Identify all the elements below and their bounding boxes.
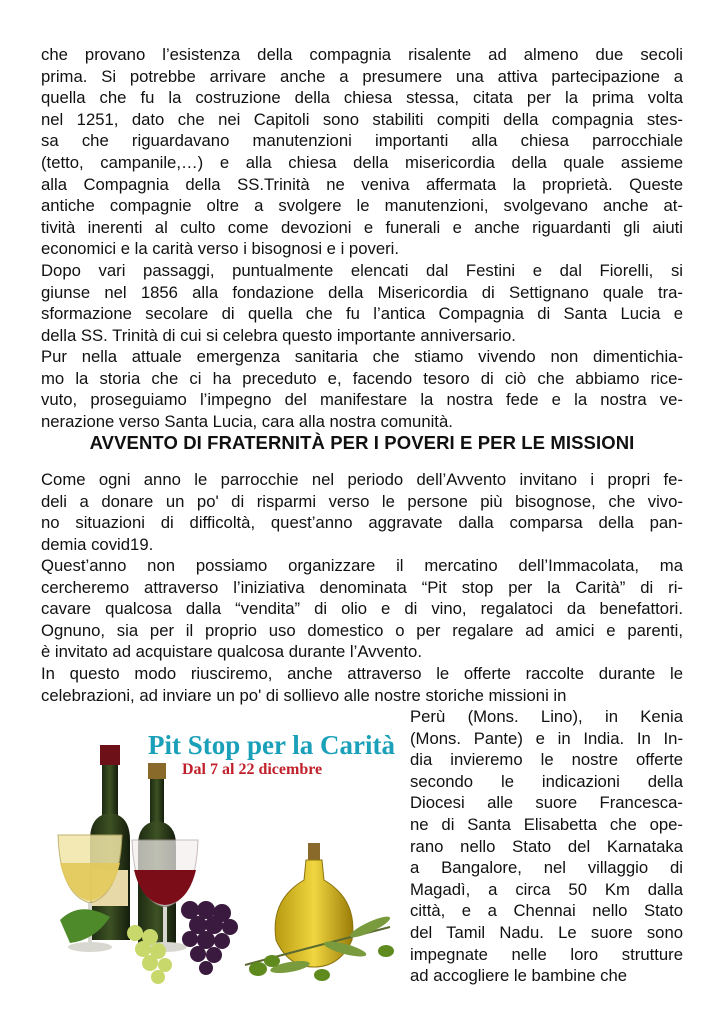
text-line: dia invieremo le nostre offerte [410, 750, 683, 770]
text-line: cavare qualcosa dalla “vendita” di olio e di vino, regalatoci da benefattori. [41, 599, 683, 619]
text-line: impegnate nelle loro strutture [410, 944, 683, 964]
advent-paragraph-2 [41, 555, 683, 663]
text-line: Quest’anno non possiamo organizzare il mercatino dell’Immacolata, ma [41, 556, 683, 575]
text-line: rano nello Stato del Karnataka [410, 836, 683, 856]
text-line: secondo le indicazioni della [410, 771, 683, 791]
text-line: In questo modo riusciremo, anche attraverso le offerte raccolte durante le [41, 664, 683, 683]
poster-title: Pit Stop per la Carità [148, 730, 395, 760]
text-line: nel 1251, dato che nei Capitoli sono stabiliti compiti della compagnia stes- [41, 109, 683, 129]
text-line: che provano l’esistenza della compagnia risalente ad almeno due secoli [41, 45, 683, 64]
poster-dates: Dal 7 al 22 dicembre [182, 761, 323, 778]
text-line: giunse nel 1856 alla fondazione della Misericordia di Settignano quale tra- [41, 282, 683, 302]
text-line: economici e la carità verso i bisognosi e i poveri. [41, 239, 400, 259]
text-line: (tetto, campanile,…) e alla chiesa della misericordia della quale assieme [41, 152, 683, 172]
text-line: del Tamil Nadu. Le suore sono [410, 922, 683, 942]
text-line: nerazione verso Santa Lucia, cara alla nostra comunità. [41, 411, 453, 431]
text-line: (Mons. Pante) e in India. In In- [410, 728, 683, 748]
text-line: Diocesi alle suore Francesca- [410, 793, 683, 813]
text-line: Perù (Mons. Lino), in Kenia [410, 707, 683, 726]
text-line: è invitato ad acquistare qualcosa durante l’Avvento. [41, 642, 422, 662]
text-line: sa che riguardavano manutenzioni importanti alla chiesa parrocchiale [41, 131, 683, 151]
text-line: Ognuno, sia per il proprio uso domestico o per regalare ad amici e parenti, [41, 620, 683, 640]
text-line: antiche compagnie oltre a svolgere le manutenzioni, svolgevano anche at- [41, 196, 683, 216]
text-line: demia covid19. [41, 534, 154, 554]
text-line: celebrazioni, ad inviare un po' di sollievo alle nostre storiche missioni in [41, 685, 567, 705]
text-line: Magadì, a circa 50 Km dalla [410, 879, 683, 899]
text-line: mo la storia che ci ha preceduto e, facendo tesoro di ciò che abbiamo rice- [41, 368, 683, 388]
text-line: cercheremo attraverso l’iniziativa denominata “Pit stop per la Carità” di ri- [41, 577, 683, 597]
text-line: ad accogliere le bambine che [410, 966, 628, 986]
text-line: città, e a Chennai nello Stato [410, 901, 683, 921]
text-line: della SS. Trinità di cui si celebra questo importante anniversario. [41, 325, 516, 345]
advent-paragraph-1 [41, 469, 683, 555]
text-line: Dopo vari passaggi, puntualmente elencati dal Festini e dal Fiorelli, si [41, 261, 683, 280]
history-paragraph-3 [41, 346, 683, 432]
pit-stop-poster [40, 705, 405, 990]
text-line: Come ogni anno le parrocchie nel periodo dell’Avvento invitano i propri fe- [41, 470, 683, 489]
section-heading: AVVENTO DI FRATERNITÀ PER I POVERI E PER LE MISSIONI [89, 432, 635, 453]
text-line: ne di Santa Elisabetta che ope- [410, 814, 683, 834]
text-line: vuto, proseguiamo l’impegno del manifestare la nostra fede e la nostra ve- [41, 390, 683, 410]
text-line: sformazione secolare di quella che fu l’antica Compagnia di Santa Lucia e [41, 304, 683, 324]
text-line: quella che fu la costruzione della chiesa stessa, citata per la prima volta [41, 88, 683, 108]
text-line: alla Compagnia della SS.Trinità ne veniva affermata la proprietà. Queste [41, 174, 683, 194]
text-line: Pur nella attuale emergenza sanitaria che stiamo vivendo non dimentichia- [41, 347, 683, 366]
missions-column-text [410, 706, 683, 987]
text-line: no situazioni di difficoltà, quest’anno aggravate dalla comparsa della pan- [41, 513, 683, 533]
text-line: deli a donare un po' di risparmi verso le persone più bisognose, che vivo- [41, 491, 683, 511]
text-line: tività inerenti al culto come devozioni e funerali e anche riguardanti gli aiuti [41, 217, 683, 237]
history-paragraph-2 [41, 260, 683, 346]
advent-paragraph-3 [41, 663, 683, 706]
text-line: prima. Si potrebbe arrivare anche a presumere una attiva partecipazione a [41, 66, 683, 86]
history-paragraph-1 [41, 44, 683, 260]
text-line: a Bangalore, nel villaggio di [410, 858, 683, 878]
